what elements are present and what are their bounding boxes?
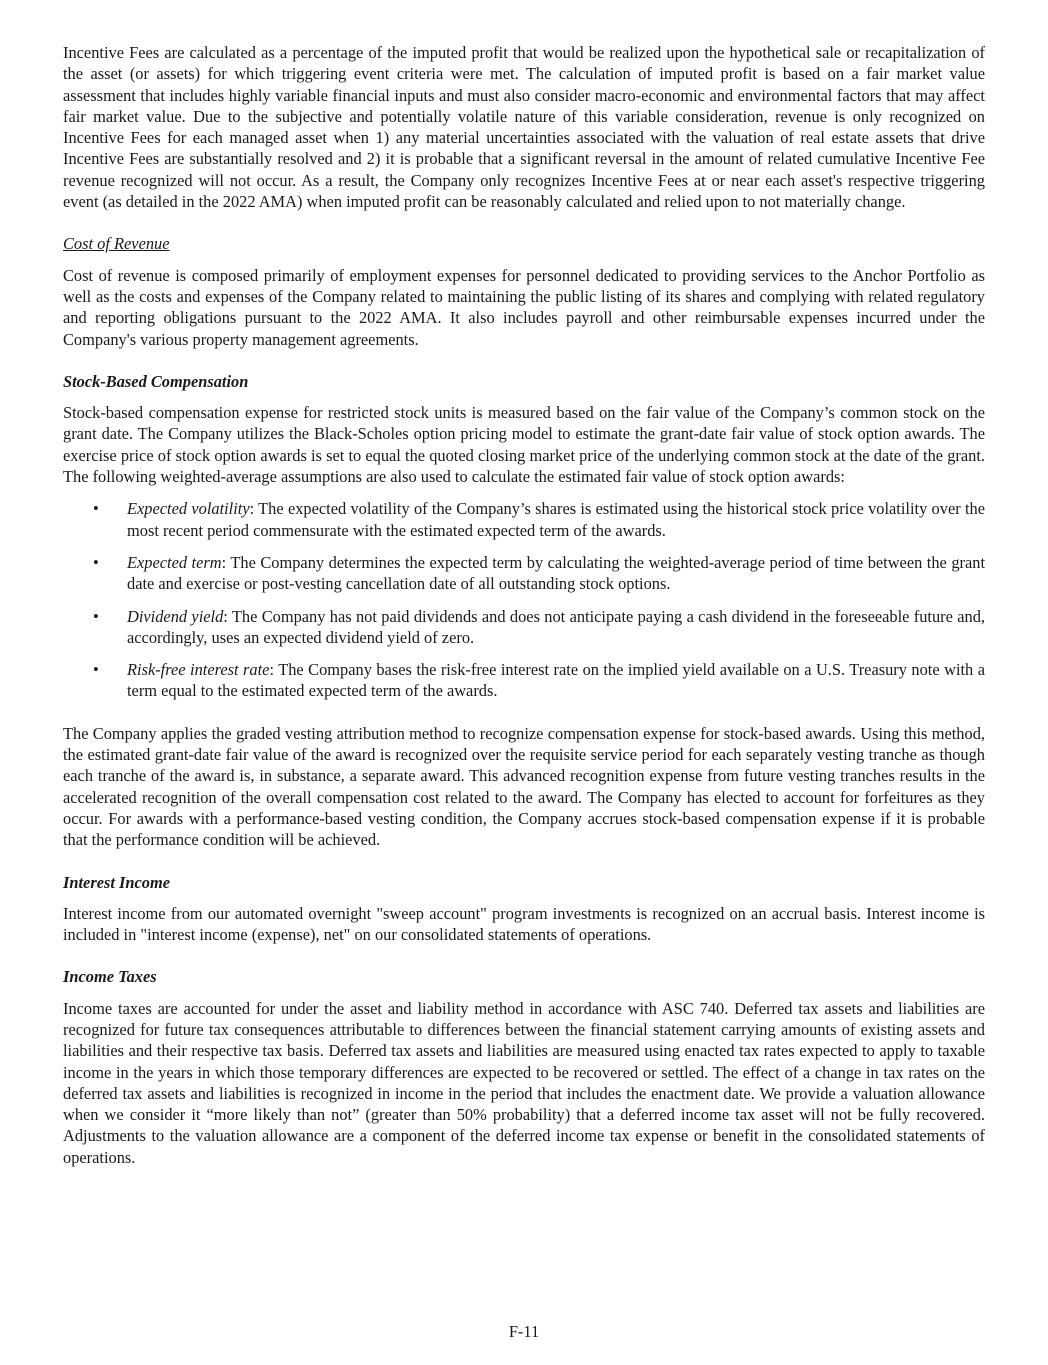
assumption-term: Expected volatility: [127, 499, 250, 519]
cost-of-revenue-paragraph: Cost of revenue is composed primarily of employment expenses for personnel dedicated to providing services to the Anchor Portfolio as well as the costs and expenses of the Company related to maintaining the public listing of its shares and complying with related regulatory and reporting obligations pursuant to the 2022 AMA. It also includes payroll and other reimbursable expenses incurred under the Company's various property management agreements.: [63, 265, 985, 349]
incentive-fees-paragraph: Incentive Fees are calculated as a percentage of the imputed profit that would be realized upon the hypothetical sale or recapitalization of the asset (or assets) for which triggering event criteria were met. The calculation of imputed profit is based on a fair market value assessment that includes highly variable financial inputs and must also consider macro-economic and environmental factors that may affect fair market value. Due to the subjective and potentially volatile nature of this variable consideration, revenue is only recognized on Incentive Fees for each managed asset when 1) any material uncertainties associated with the valuation of real estate assets that drive Incentive Fees are substantially resolved and 2) it is probable that a significant reversal in the amount of related cumulative Incentive Fee revenue recognized will not occur. As a result, the Company only recognizes Incentive Fees at or near each asset's respective triggering event (as detailed in the 2022 AMA) when imputed profit can be reasonably calculated and relied upon to not materially change.: [63, 43, 985, 212]
assumptions-list: [63, 498, 985, 701]
bullet-icon: •: [93, 606, 99, 626]
bullet-icon: •: [93, 660, 99, 680]
assumption-term: Dividend yield: [127, 606, 224, 626]
assumption-term: Expected term: [127, 552, 222, 572]
bullet-icon: •: [93, 552, 99, 572]
assumption-text: : The Company bases the risk-free interest rate on the implied yield available on a U.S. Treasury note with a term equal to the estimated expected term of the awards.: [127, 660, 985, 701]
stock-based-compensation-heading: Stock-Based Compensation: [63, 371, 249, 391]
assumption-text: : The Company has not paid dividends and does not anticipate paying a cash dividend in the foreseeable future and, accordingly, uses an expected dividend yield of zero.: [127, 606, 985, 647]
assumption-text: : The Company determines the expected term by calculating the weighted-average period of time between the grant date and exercise or post-vesting cancellation date of all outstanding stock options.: [127, 552, 985, 594]
income-taxes-heading: Income Taxes: [63, 967, 157, 987]
list-item: [63, 659, 985, 702]
list-item: [63, 606, 985, 649]
page-number: F-11: [508, 1322, 540, 1341]
assumption-text: : The expected volatility of the Company’s shares is estimated using the historical stock price volatility over the most recent period commensurate with the estimated expected term of the awards.: [127, 499, 985, 540]
stock-based-compensation-closing: The Company applies the graded vesting attribution method to recognize compensation expense for stock-based awards. Using this method, the estimated grant-date fair value of the award is recognized over the requisite service period for each separately vesting tranche as though each tranche of the award is, in substance, a separate award. This advanced recognition expense from future vesting tranches results in the accelerated recognition of the overall compensation cost related to the award. The Company has elected to account for forfeitures as they occur. For awards with a performance-based vesting condition, the Company accrues stock-based compensation expense if it is probable that the performance condition will be achieved.: [63, 723, 985, 850]
bullet-icon: •: [93, 499, 99, 519]
list-item: [63, 498, 985, 541]
list-item: [63, 552, 985, 595]
interest-income-paragraph: Interest income from our automated overnight "sweep account" program investments is recognized on an accrual basis. Interest income is included in "interest income (expense), net" on our consolidated statements of operations.: [63, 903, 985, 945]
income-taxes-paragraph: Income taxes are accounted for under the asset and liability method in accordance with ASC 740. Deferred tax assets and liabilities are recognized for future tax consequences attributable to differences between the financial statement carrying amounts of existing assets and liabilities and their respective tax basis. Deferred tax assets and liabilities are measured using enacted tax rates expected to apply to taxable income in the years in which those temporary differences are expected to be recovered or settled. The effect of a change in tax rates on the deferred tax assets and liabilities is recognized in income in the period that includes the enactment date. We provide a valuation allowance when we consider it “more likely than not” (greater than 50% probability) that a deferred income tax asset will not be fully recovered. Adjustments to the valuation allowance are a component of the deferred income tax expense or benefit in the consolidated statements of operations.: [63, 998, 985, 1167]
interest-income-heading: Interest Income: [63, 872, 170, 892]
assumption-term: Risk-free interest rate: [127, 660, 270, 680]
document-page: [63, 42, 985, 1189]
cost-of-revenue-heading: Cost of Revenue: [63, 234, 170, 254]
stock-based-compensation-intro: Stock-based compensation expense for restricted stock units is measured based on the fair value of the Company’s common stock on the grant date. The Company utilizes the Black-Scholes option pricing model to estimate the grant-date fair value of stock option awards. The exercise price of stock option awards is set to equal the quoted closing market price of the underlying common stock at the date of the grant. The following weighted-average assumptions are also used to calculate the estimated fair value of stock option awards:: [63, 403, 985, 487]
